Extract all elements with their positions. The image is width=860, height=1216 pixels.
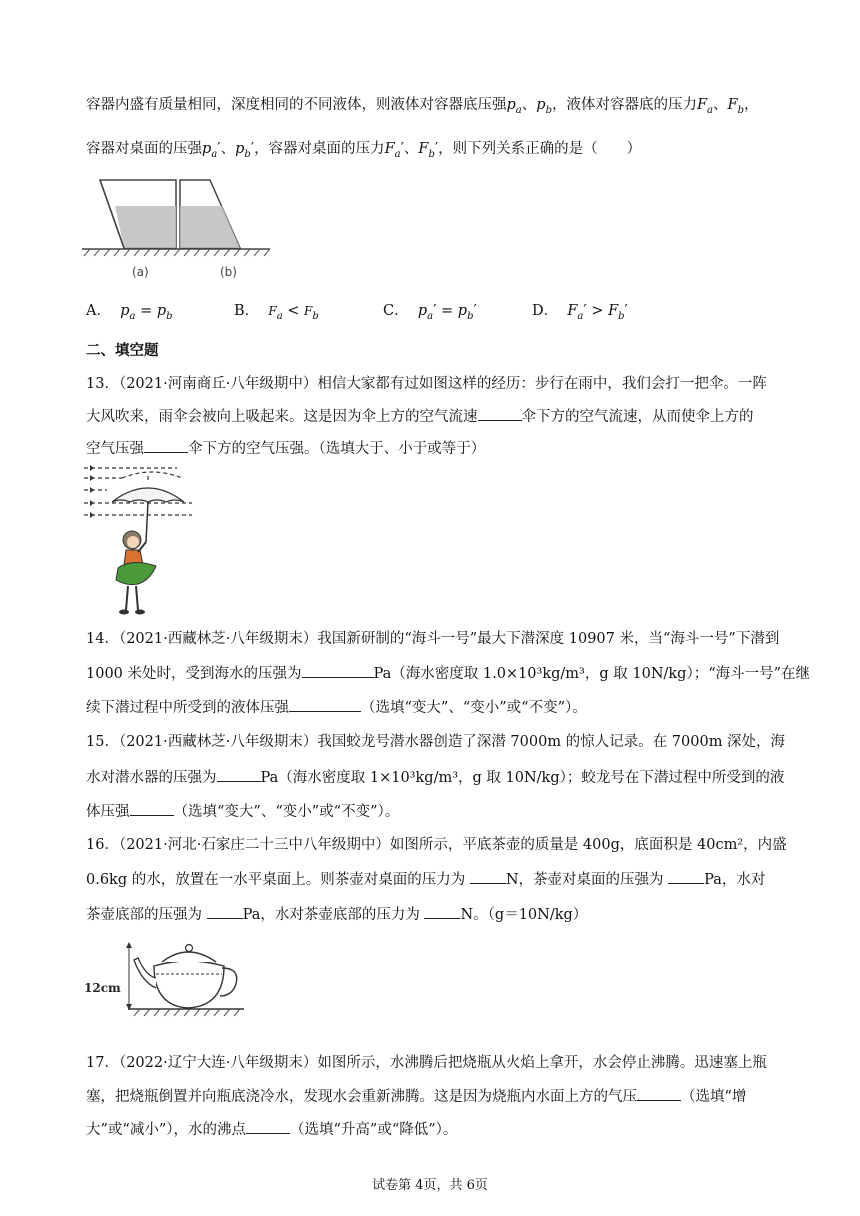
- answer-blank[interactable]: [246, 1119, 290, 1134]
- q16-line3: 茶壶底部的压强为 Pa，水对茶壶底部的压力为 N。（g＝10N/kg）: [86, 904, 587, 925]
- figure-label-b: (b): [220, 265, 237, 279]
- height-label: 12cm: [84, 981, 121, 995]
- q12-line2: 容器对桌面的压强$p_a'$、$p_b'$，容器对桌面的压力$F_a'$、$F_b'$，则下列关系正确的是（ ）: [86, 141, 642, 160]
- figure-label-a: (a): [132, 265, 149, 279]
- q15-line3: 体压强 （选填“变大”、“变小”或“不变”）。: [86, 801, 399, 822]
- answer-blank[interactable]: [217, 767, 261, 782]
- option-d[interactable]: D． $F_a' > F_b'$: [532, 303, 628, 322]
- answer-blank[interactable]: [302, 663, 374, 678]
- option-c[interactable]: C． $p_a' = p_b'$: [383, 303, 477, 322]
- q17-line1: 17．（2022·辽宁大连·八年级期末）如图所示，水沸腾后把烧瓶从火焰上拿开，水会停止沸腾。迅速塞上瓶: [86, 1055, 767, 1071]
- q13-line2: 大风吹来，雨伞会被向上吸起来。这是因为伞上方的空气流速 伞下方的空气流速，从而使伞上方的: [86, 406, 754, 427]
- q13-line1: 13．（2021·河南商丘·八年级期中）相信大家都有过如图这样的经历：步行在雨中，我们会打一把伞。一阵: [86, 376, 767, 392]
- answer-blank[interactable]: [668, 869, 704, 884]
- q17-line3: 大”或“减小”），水的沸点 （选填“升高”或“降低”）。: [86, 1119, 457, 1140]
- q13-line3: 空气压强 伞下方的空气压强。（选填大于、小于或等于）: [86, 438, 485, 459]
- answer-blank[interactable]: [470, 869, 506, 884]
- q16-line1: 16．（2021·河北·石家庄二十三中八年级期中）如图所示，平底茶壶的质量是 400g，底面积是 40cm²，内盛: [86, 837, 787, 853]
- q15-line1: 15．（2021·西藏林芝·八年级期末）我国蛟龙号潜水器创造了深潜 7000m 的惊人记录。在 7000m 深处，海: [86, 734, 786, 750]
- q12-container-figure: [80, 176, 280, 286]
- answer-blank[interactable]: [424, 904, 460, 919]
- answer-blank[interactable]: [289, 697, 361, 712]
- umbrella-figure: [82, 462, 202, 622]
- teapot-figure: [84, 938, 244, 1018]
- answer-blank[interactable]: [637, 1086, 681, 1101]
- option-a[interactable]: A． $p_a = p_b$: [86, 303, 173, 322]
- q14-line1: 14．（2021·西藏林芝·八年级期末）我国新研制的“海斗一号”最大下潜深度 10907 米，当“海斗一号”下潜到: [86, 631, 780, 647]
- q12-line1: 容器内盛有质量相同，深度相同的不同液体，则液体对容器底压强$p_a$、$p_b$，液体对容器底的压力$F_a$、$F_b$，: [86, 97, 759, 116]
- q17-line2: 塞，把烧瓶倒置并向瓶底浇冷水，发现水会重新沸腾。这是因为烧瓶内水面上方的气压 （选填“增: [86, 1086, 746, 1107]
- answer-blank[interactable]: [144, 438, 188, 453]
- q15-line2: 水对潜水器的压强为 Pa（海水密度取 1×10³kg/m³，g 取 10N/kg）；蛟龙号在下潜过程中所受到的液: [86, 767, 784, 788]
- answer-blank[interactable]: [207, 904, 243, 919]
- q14-line2: 1000 米处时，受到海水的压强为 Pa（海水密度取 1.0×10³kg/m³，g 取 10N/kg）；“海斗一号”在继: [86, 663, 810, 684]
- answer-blank[interactable]: [478, 406, 522, 421]
- q14-line3: 续下潜过程中所受到的液体压强 （选填“变大”、“变小”或“不变”）。: [86, 697, 587, 718]
- answer-blank[interactable]: [130, 801, 174, 816]
- option-b[interactable]: B． $F_a < F_b$: [234, 303, 319, 322]
- page-footer: 试卷第 4页，共 6页: [372, 1178, 488, 1193]
- section-title: 二、填空题: [86, 343, 159, 359]
- q16-line2: 0.6kg 的水，放置在一水平桌面上。则茶壶对桌面的压力为 N，茶壶对桌面的压强为 Pa，水对: [86, 869, 765, 890]
